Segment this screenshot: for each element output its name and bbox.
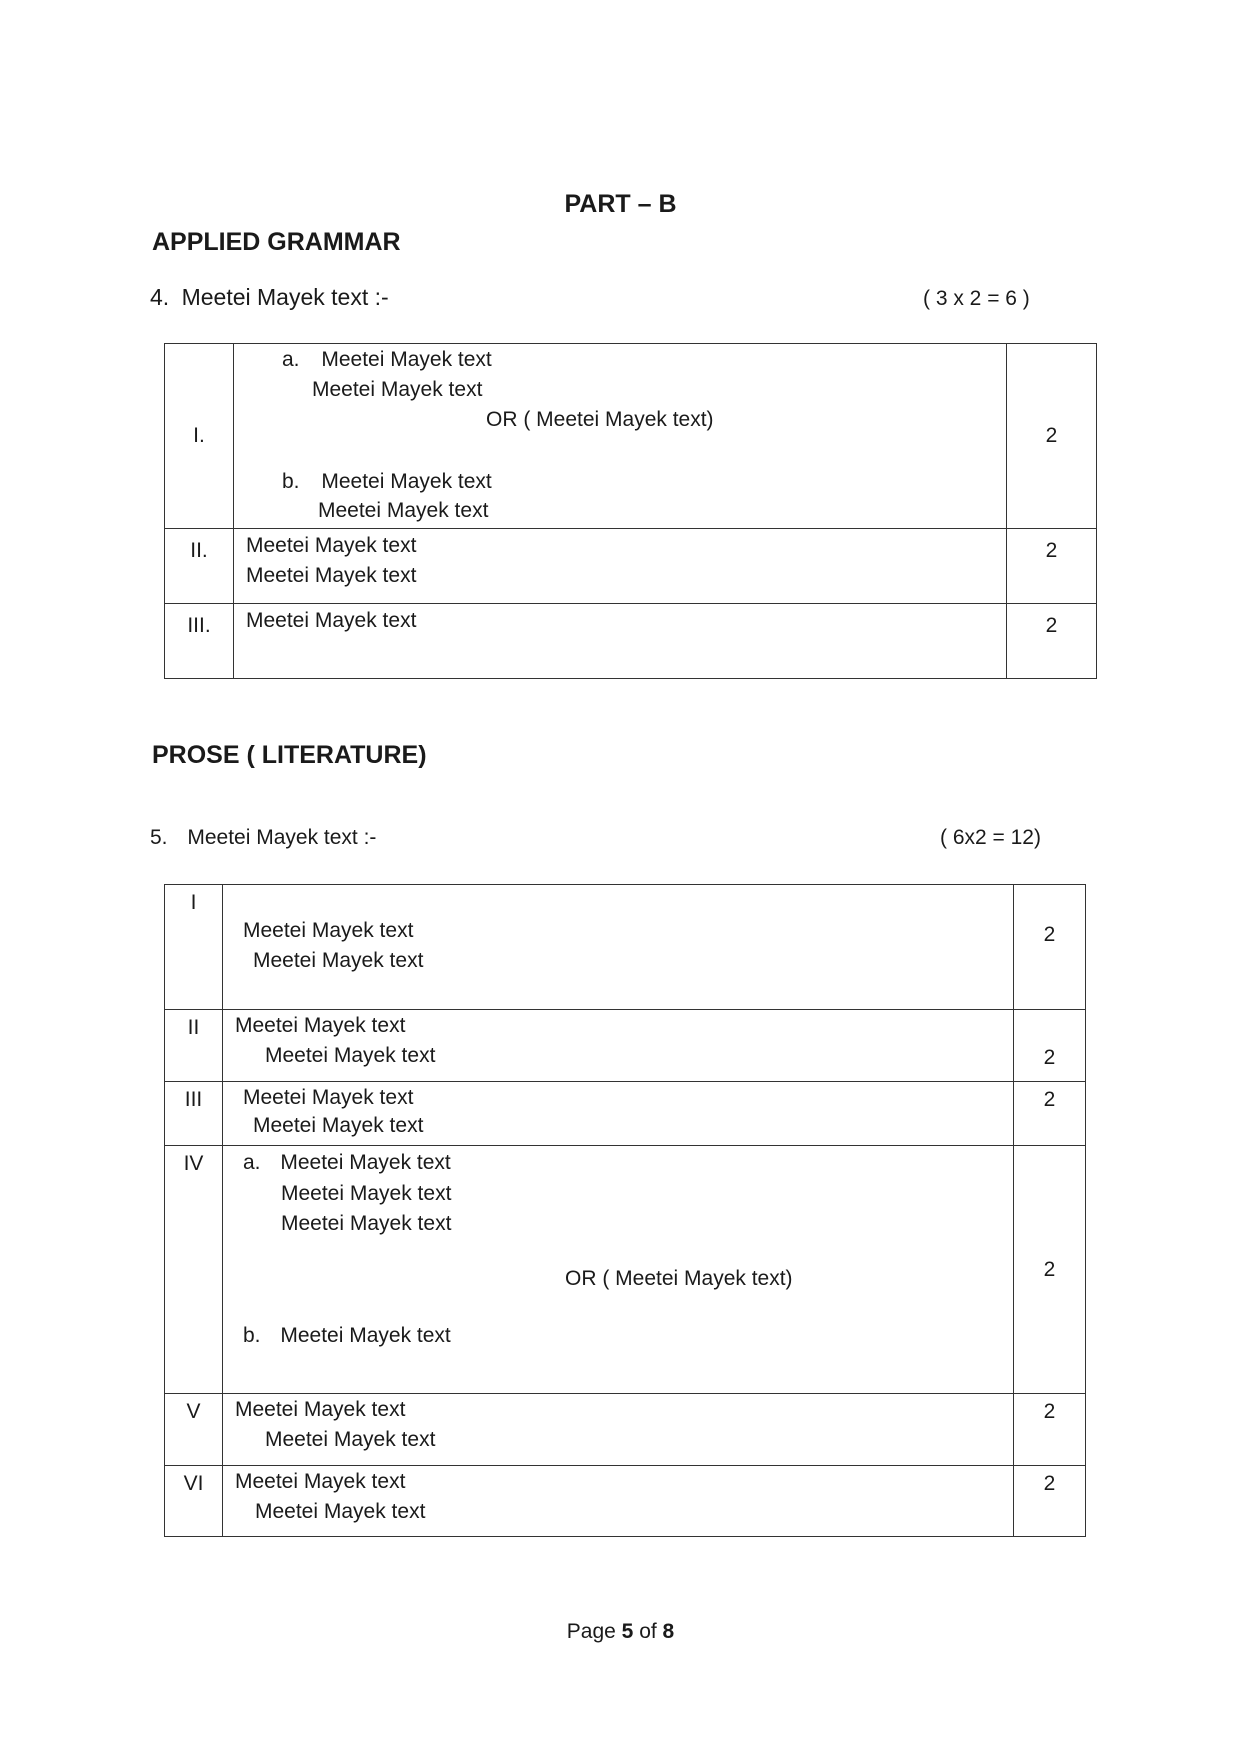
table-row	[165, 1146, 1086, 1394]
question-number-label: VI	[183, 1472, 204, 1495]
table-row	[165, 1394, 1086, 1466]
marks-value: 2	[1045, 539, 1058, 562]
table-row	[165, 604, 1097, 679]
marks-cell	[1014, 1146, 1086, 1394]
marks-cell	[1007, 604, 1097, 679]
prose-marks-scheme: ( 6x2 = 12)	[940, 826, 1041, 849]
question-number	[165, 885, 223, 1010]
question-number	[165, 1082, 223, 1146]
question-text: Meetei Mayek text	[280, 1151, 451, 1174]
part-title: PART – B	[564, 190, 677, 218]
question-cell	[223, 1010, 1014, 1082]
grammar-marks-scheme: ( 3 x 2 = 6 )	[923, 287, 1030, 310]
question-text: Meetei Mayek text	[235, 1014, 406, 1037]
question-cell	[223, 1394, 1014, 1466]
marks-cell	[1014, 1082, 1086, 1146]
question-text: Meetei Mayek text	[246, 534, 417, 557]
marks-value: 2	[1043, 923, 1056, 946]
question-number-label: III.	[187, 614, 211, 637]
prose-heading: PROSE ( LITERATURE)	[152, 741, 427, 769]
question-number	[165, 1394, 223, 1466]
option-b	[243, 1324, 451, 1348]
footer-of-label: of	[639, 1620, 657, 1643]
option-label: b.	[282, 470, 300, 493]
marks-cell	[1014, 885, 1086, 1010]
marks-value: 2	[1043, 1400, 1056, 1423]
question-text: Meetei Mayek text	[243, 1086, 414, 1109]
question-text: Meetei Mayek text	[246, 609, 417, 632]
question-text: Meetei Mayek text	[253, 1114, 424, 1137]
marks-value: 2	[1045, 614, 1058, 637]
question-text: Meetei Mayek text	[265, 1428, 436, 1451]
question-cell	[223, 885, 1014, 1010]
marks-value: 2	[1043, 1472, 1056, 1495]
or-separator: OR ( Meetei Mayek text)	[565, 1267, 793, 1290]
option-label: a.	[282, 348, 300, 371]
question-number-label: V	[186, 1400, 201, 1423]
marks-cell	[1007, 529, 1097, 604]
table-row	[165, 344, 1097, 529]
option-label: a.	[243, 1151, 261, 1174]
question-text: Meetei Mayek text	[321, 348, 492, 371]
option-a	[243, 1151, 451, 1175]
marks-value: 2	[1043, 1088, 1056, 1111]
question-text: Meetei Mayek text	[255, 1500, 426, 1523]
option-label: b.	[243, 1324, 261, 1347]
question-text: Meetei Mayek text	[318, 499, 489, 522]
question-text: Meetei Mayek text	[280, 1324, 451, 1347]
table-row	[165, 1010, 1086, 1082]
marks-cell	[1014, 1394, 1086, 1466]
marks-cell	[1014, 1010, 1086, 1082]
grammar-instruction-number: 4.	[150, 284, 170, 310]
question-text: Meetei Mayek text	[235, 1470, 406, 1493]
question-number	[165, 1466, 223, 1537]
option-a	[282, 348, 492, 372]
prose-question-table	[164, 884, 1086, 1537]
or-separator: OR ( Meetei Mayek text)	[486, 408, 714, 431]
table-row	[165, 1082, 1086, 1146]
marks-value: 2	[1043, 1046, 1056, 1069]
grammar-instruction	[150, 284, 389, 311]
question-number	[165, 1010, 223, 1082]
page-footer	[0, 1620, 1241, 1644]
option-b	[282, 470, 492, 494]
table-row	[165, 1466, 1086, 1537]
question-text: Meetei Mayek text	[246, 564, 417, 587]
grammar-question-table	[164, 343, 1097, 679]
question-text: Meetei Mayek text	[235, 1398, 406, 1421]
question-text: Meetei Mayek text	[243, 919, 414, 942]
question-cell	[223, 1146, 1014, 1394]
marks-value: 2	[1043, 1257, 1056, 1281]
question-text: Meetei Mayek text	[321, 470, 492, 493]
prose-instruction-text: Meetei Mayek text :-	[187, 826, 377, 849]
question-text: Meetei Mayek text	[265, 1044, 436, 1067]
footer-total-pages: 8	[662, 1620, 675, 1643]
question-text: Meetei Mayek text	[312, 378, 483, 401]
question-number-label: IV	[183, 1152, 204, 1175]
question-number	[165, 1146, 223, 1394]
footer-page-label: Page	[566, 1620, 616, 1643]
grammar-instruction-text: Meetei Mayek text :-	[181, 284, 389, 310]
question-number-label: II	[187, 1016, 200, 1039]
grammar-heading: APPLIED GRAMMAR	[152, 228, 401, 256]
question-number	[165, 529, 234, 604]
question-number-label: I.	[193, 424, 205, 447]
question-cell	[234, 529, 1007, 604]
marks-value: 2	[1045, 424, 1058, 447]
question-cell	[223, 1082, 1014, 1146]
question-cell	[223, 1466, 1014, 1537]
table-row	[165, 529, 1097, 604]
marks-cell	[1007, 344, 1097, 529]
prose-instruction-number: 5.	[150, 826, 168, 849]
prose-instruction	[150, 826, 376, 850]
question-number	[165, 604, 234, 679]
question-cell	[234, 344, 1007, 529]
question-number-label: II.	[190, 539, 208, 562]
question-text: Meetei Mayek text	[253, 949, 424, 972]
question-number-label: III	[184, 1088, 203, 1111]
table-row	[165, 885, 1086, 1010]
question-text: Meetei Mayek text	[281, 1182, 452, 1205]
marks-cell	[1014, 1466, 1086, 1537]
footer-current-page: 5	[621, 1620, 634, 1643]
question-number	[165, 344, 234, 529]
question-number-label: I	[190, 891, 197, 914]
question-cell	[234, 604, 1007, 679]
question-text: Meetei Mayek text	[281, 1212, 452, 1235]
